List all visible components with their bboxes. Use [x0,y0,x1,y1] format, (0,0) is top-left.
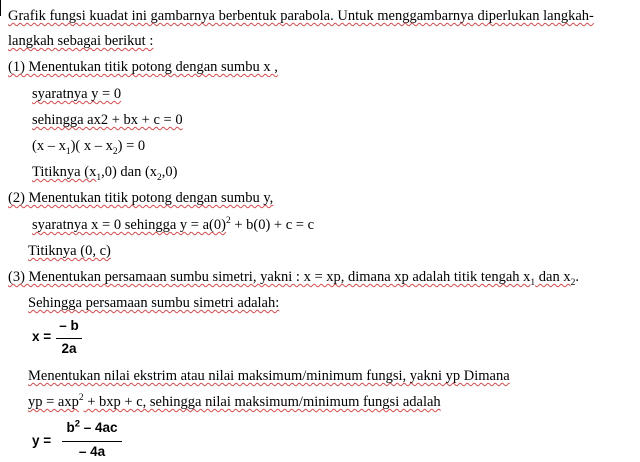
extreme-fraction-bar [62,441,122,442]
step3-sub-1: 1 [530,277,536,288]
step2-point-text: Titiknya (0, c) [28,243,111,259]
step3-title [8,268,579,286]
yp-pre: yp = axp [28,394,79,410]
extreme-num-sup: 2 [74,418,80,430]
text-cursor [0,0,1,16]
sub-1: 1 [65,146,71,157]
extreme-num-rest: – 4ac [80,420,118,435]
extreme-numerator [62,420,122,435]
points-mid: ,0) dan (x [101,164,158,180]
step2-condition [32,216,314,234]
extreme-num-b: b [66,420,75,435]
points-sub-1: 1 [96,172,102,183]
intro-text-1: Grafik fungsi kuadat ini gambarnya berbentuk parabola. Untuk menggambarnya diperlukan langkah- [8,8,594,24]
step2-sup: 2 [225,216,231,227]
fraction-bar [56,338,82,339]
factor-open: (x – x [32,138,66,154]
step2-title [8,189,273,207]
step3-symmetry-text: Sehingga persamaan sumbu simetri adalah: [28,295,280,311]
extreme-value-formula [32,420,142,460]
step1-title-text: (1) Menentukan titik potong dengan sumbu x , [8,59,278,75]
sub-2: 2 [112,146,118,157]
yp-sup: 2 [78,393,84,404]
factor-close: ) = 0 [117,138,146,154]
step1-condition [32,85,121,103]
axis-of-symmetry-formula [32,318,112,358]
extreme-lhs: y = [32,433,52,448]
extreme-denominator: – 4a [78,444,106,459]
step2-point [28,242,111,260]
step1-title [8,58,278,76]
step1-points [32,163,178,181]
factor-mid: )( x – x [70,138,113,154]
step2-cond-post: + b(0) + c = c [230,217,314,233]
points-post: ,0) [161,164,178,180]
formula-lhs: x = [32,329,52,344]
formula-denominator: 2a [61,341,77,356]
step1-factorization [32,137,145,155]
step3-sub-2: 2 [570,277,576,288]
step3-title-post: . [575,269,579,285]
intro-line-2 [8,32,153,50]
formula-numerator: – b [59,318,79,333]
step2-cond-pre: syaratnya x = 0 sehingga y = a(0) [32,217,226,233]
step3-extreme-intro [28,367,510,385]
points-pre: Titiknya (x [32,164,97,180]
step1-condition-text: syaratnya y = 0 [32,86,122,102]
step3-symmetry-intro [28,294,279,312]
intro-line-1 [8,7,594,25]
step3-title-pre: (3) Menentukan persamaan sumbu simetri, yakni : x = xp, dimana xp adalah titik tengah x [8,269,531,285]
step3-title-mid: dan x [535,269,571,285]
step2-title-text: (2) Menentukan titik potong dengan sumbu y, [8,190,274,206]
step3-extreme-text: Menentukan nilai ekstrim atau nilai maksimum/minimum fungsi, yakni yp Dimana [28,368,510,384]
step1-equation-text: sehingga ax2 + bx + c = 0 [32,112,183,128]
step1-equation [32,111,183,129]
yp-post: + bxp + c, sehingga nilai maksimum/minimum fungsi adalah [83,394,441,410]
step3-yp-equation [28,393,441,411]
points-sub-2: 2 [157,172,162,183]
intro-text-2: langkah sebagai berikut : [8,33,154,49]
